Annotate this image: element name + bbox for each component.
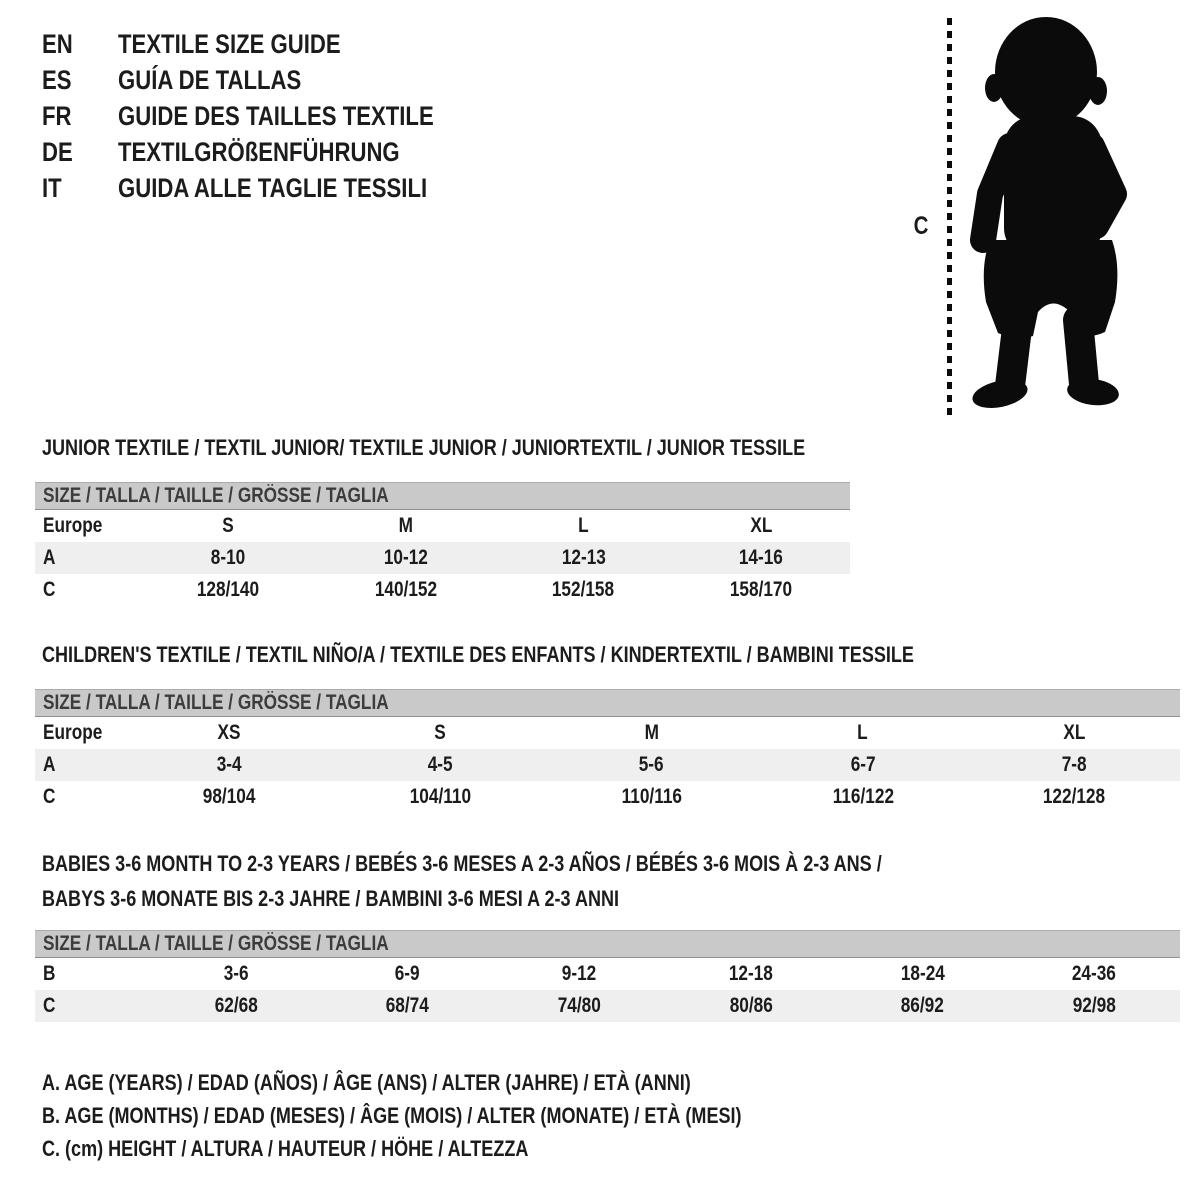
value-cell: 3-4 [216,753,242,776]
value-cell: 140/152 [374,578,437,601]
size-header-bar: SIZE / TALLA / TAILLE / GRÖSSE / TAGLIA [35,689,1180,717]
value-cell: 6-9 [395,962,420,985]
language-row [42,134,503,170]
value-cell: M [398,514,413,537]
language-row [42,170,503,206]
children-section-title: CHILDREN'S TEXTILE / TEXTIL NIÑO/A / TEXTILE DES ENFANTS / KINDERTEXTIL / BAMBINI TESSILE [42,642,914,667]
legend-line-a: A. AGE (YEARS) / EDAD (AÑOS) / ÂGE (ANS) / ALTER (JAHRE) / ETÀ (ANNI) [42,1069,691,1095]
value-cell: 5-6 [639,753,664,776]
value-cell: 24-36 [1072,962,1117,985]
babies-size-table [35,930,1180,1022]
table-header-row [35,717,1180,749]
value-cell: XL [1063,721,1086,744]
value-cell: XL [750,514,773,537]
table-data-row-B [35,958,1180,990]
height-measure-label: C [913,212,929,240]
value-cell: 68/74 [385,994,430,1017]
row-label-cell: A [43,546,56,569]
height-measure-dashed-line [947,18,952,415]
row-label-cell: B [43,962,56,985]
table-header-row [35,510,850,542]
value-cell: 4-5 [427,753,453,776]
value-cell: 10-12 [383,546,428,569]
value-cell: 104/110 [409,785,471,808]
size-header-bar: SIZE / TALLA / TAILLE / GRÖSSE / TAGLIA [35,930,1180,958]
value-cell: L [857,721,869,744]
value-cell: 152/158 [552,578,615,601]
value-cell: XS [217,721,241,744]
language-row [42,26,503,62]
legend-line-c: C. (cm) HEIGHT / ALTURA / HAUTEUR / HÖHE / ALTEZZA [42,1135,529,1161]
value-cell: 98/104 [202,785,256,808]
row-label-cell: A [43,753,56,776]
value-cell: 12-13 [561,546,606,569]
babies-section-title: BABIES 3-6 MONTH TO 2-3 YEARS / BEBÉS 3-6 MESES A 2-3 AÑOS / BÉBÉS 3-6 MOIS À 2-3 ANS / BABYS 3-6 MONATE BIS 2-3 JAHRE / BAMBINI 3-6 MESI A 2-3 ANNI [42,850,882,911]
value-cell: 86/92 [900,994,945,1017]
table-data-row-C [35,574,850,606]
size-header-bar: SIZE / TALLA / TAILLE / GRÖSSE / TAGLIA [35,482,850,510]
table-data-row-C [35,781,1180,813]
table-data-row-A [35,542,850,574]
value-cell: 9-12 [561,962,597,985]
row-label-cell: C [43,578,56,601]
language-code: EN [42,28,73,59]
guide-title: GUIDA ALLE TAGLIE TESSILI [118,172,428,203]
children-size-table [35,689,1180,813]
guide-title: GUÍA DE TALLAS [118,64,302,95]
language-row [42,98,503,134]
value-cell: L [578,514,589,537]
language-row [42,62,503,98]
value-cell: 116/122 [832,785,894,808]
row-label-cell: C [43,994,56,1017]
toddler-leg-left [1010,320,1018,386]
legend-line-b: B. AGE (MONTHS) / EDAD (MESES) / ÂGE (MOIS) / ALTER (MONATE) / ETÀ (MESI) [42,1102,742,1128]
value-cell: 62/68 [214,994,258,1017]
value-cell: M [644,721,659,744]
toddler-leg-right [1078,320,1084,384]
toddler-silhouette-icon [958,14,1142,416]
language-code: DE [42,136,73,167]
row-label-cell: Europe [43,721,103,744]
value-cell: 128/140 [196,578,259,601]
guide-title: TEXTILE SIZE GUIDE [118,28,341,59]
junior-size-table [35,482,850,606]
table-data-row-A [35,749,1180,781]
language-code: IT [42,172,62,203]
value-cell: 74/80 [557,994,601,1017]
value-cell: S [222,514,234,537]
row-label-cell: Europe [43,514,103,537]
measurement-legend [42,1066,895,1165]
guide-title: GUIDE DES TAILLES TEXTILE [118,100,434,131]
value-cell: 12-18 [728,962,773,985]
value-cell: 158/170 [729,578,793,601]
table-data-row-C [35,990,1180,1022]
row-label-cell: C [43,785,56,808]
value-cell: 3-6 [223,962,249,985]
toddler-ear-left [985,74,1003,102]
value-cell: 6-7 [850,753,876,776]
language-code: FR [42,100,72,131]
language-title-list [42,26,503,206]
toddler-head [995,17,1097,127]
value-cell: 110/116 [621,785,682,808]
toddler-ear-right [1089,77,1107,105]
value-cell: 18-24 [900,962,945,985]
junior-section-title: JUNIOR TEXTILE / TEXTIL JUNIOR/ TEXTILE JUNIOR / JUNIORTEXTIL / JUNIOR TESSILE [42,435,806,460]
value-cell: 122/128 [1043,785,1106,808]
value-cell: 7-8 [1061,753,1087,776]
value-cell: 14-16 [739,546,784,569]
value-cell: 8-10 [210,546,246,569]
value-cell: 80/86 [729,994,773,1017]
language-code: ES [42,64,72,95]
value-cell: 92/98 [1072,994,1116,1017]
value-cell: S [434,721,446,744]
guide-title: TEXTILGRÖßENFÜHRUNG [118,136,400,167]
